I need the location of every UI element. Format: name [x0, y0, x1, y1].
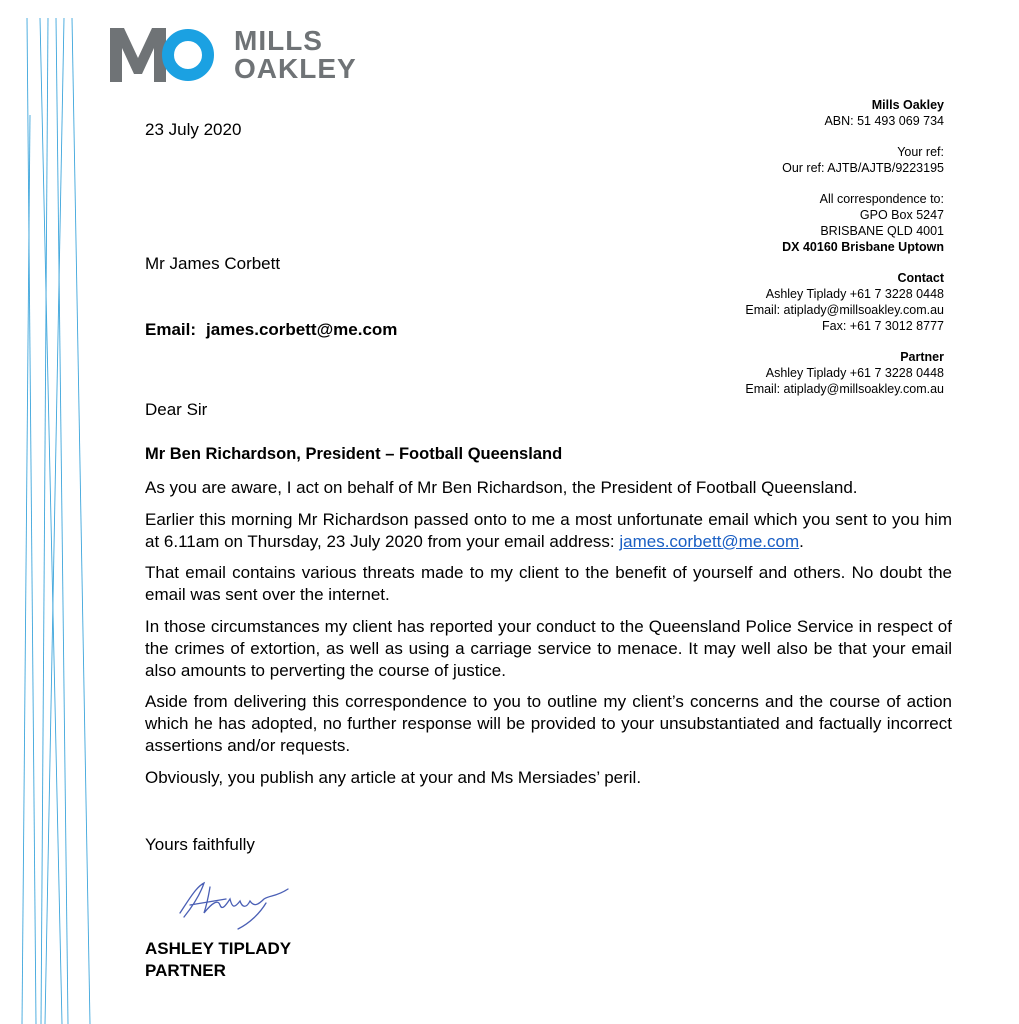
margin-line — [56, 18, 68, 1024]
email-label: Email: — [145, 320, 197, 339]
dx-address: DX 40160 Brisbane Uptown — [782, 240, 944, 254]
recipient-email: james.corbett@me.com — [206, 320, 398, 339]
address-line: GPO Box 5247 — [859, 208, 944, 222]
partner-phone: Ashley Tiplady +61 7 3228 0448 — [765, 366, 944, 380]
paragraph: As you are aware, I act on behalf of Mr Ben Richardson, the President of Football Queensland. — [145, 478, 858, 497]
paragraph: In those circumstances my client has reported your conduct to the Queensland Police Service in respect of the crimes of extortion, as well as using a carriage service to menace. It may well also be that your email also amounts to perverting the course of justice. — [145, 616, 952, 680]
email-link[interactable]: james.corbett@me.com — [619, 531, 800, 551]
signer-block — [145, 938, 291, 982]
contact-phone: Ashley Tiplady +61 7 3228 0448 — [765, 287, 944, 301]
signature-stroke — [180, 883, 288, 929]
letter-date: 23 July 2020 — [145, 120, 242, 139]
margin-line — [72, 18, 90, 1024]
firm-name: Mills Oakley — [871, 98, 944, 112]
your-ref: Your ref: — [897, 145, 944, 159]
firm-abn: ABN: 51 493 069 734 — [824, 114, 944, 128]
paragraph-end: . — [799, 531, 804, 551]
margin-line — [27, 18, 36, 1024]
paragraph: Obviously, you publish any article at your and Ms Mersiades’ peril. — [145, 767, 642, 787]
contact-email: Email: atiplady@millsoakley.com.au — [745, 303, 944, 317]
our-ref: Our ref: AJTB/AJTB/9223195 — [782, 161, 944, 175]
margin-line — [41, 18, 48, 1024]
recipient-email-line — [145, 320, 397, 340]
logo-m-glyph — [110, 28, 166, 82]
address-line: BRISBANE QLD 4001 — [820, 224, 944, 238]
logo-o-glyph — [168, 35, 208, 75]
contact-fax: Fax: +61 7 3012 8777 — [822, 319, 944, 333]
signer-name: ASHLEY TIPLADY — [145, 939, 292, 958]
paragraph-text: Earlier this morning Mr Richardson passed onto to me a most unfortunate email which you sent to you him at 6.11am on Thursday, 23 July 2020 from your email address: — [145, 509, 952, 551]
letter-body — [145, 477, 952, 799]
correspondence-heading: All correspondence to: — [819, 192, 944, 206]
contact-heading: Contact — [897, 271, 944, 285]
paragraph — [145, 509, 952, 553]
partner-email: Email: atiplady@millsoakley.com.au — [745, 382, 944, 396]
letter-subject: Mr Ben Richardson, President – Football Queensland — [145, 445, 563, 463]
logo-word-oakley: OAKLEY — [234, 53, 357, 84]
margin-line — [22, 115, 30, 1024]
recipient-name: Mr James Corbett — [145, 254, 281, 273]
closing: Yours faithfully — [145, 835, 255, 854]
salutation: Dear Sir — [145, 400, 208, 419]
signer-title: PARTNER — [145, 961, 226, 980]
margin-line — [40, 18, 62, 1024]
margin-line — [45, 18, 64, 1024]
paragraph: Aside from delivering this correspondence to you to outline my client’s concerns and the course of action which he has adopted, no further response will be provided to your unsubstantiated and factually incorrect assertions and/or requests. — [145, 692, 952, 755]
handwritten-signature — [170, 873, 310, 935]
paragraph: That email contains various threats made to my client to the benefit of yourself and others. No doubt the email was sent over the internet. — [145, 563, 952, 605]
firm-logo-mark — [108, 26, 214, 84]
logo-word-mills: MILLS — [234, 25, 323, 56]
partner-heading: Partner — [900, 350, 944, 364]
firm-logo-wordmark — [234, 27, 357, 83]
firm-details-sidebar — [624, 97, 944, 412]
